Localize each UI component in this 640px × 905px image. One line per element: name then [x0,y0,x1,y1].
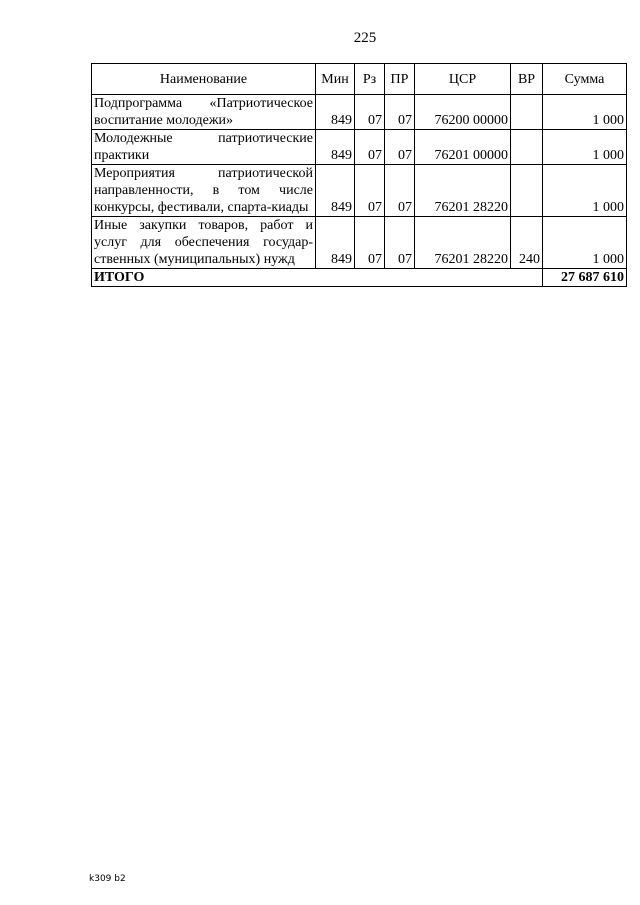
row-sum: 1 000 [543,217,627,269]
row-sum: 1 000 [543,95,627,130]
row-csr: 76201 00000 [415,130,511,165]
row-name: Иные закупки товаров, работ и услуг для обеспечения государ-ственных (муниципальных) нужд [92,217,316,269]
row-name: Мероприятия патриотической направленности, в том числе конкурсы, фестивали, спарта-киады [92,165,316,217]
row-min: 849 [316,217,355,269]
row-min: 849 [316,130,355,165]
row-rz: 07 [355,217,385,269]
header-name: Наименование [92,64,316,95]
row-csr: 76201 28220 [415,165,511,217]
table-header-row [92,64,627,95]
row-min: 849 [316,165,355,217]
budget-table [91,63,627,287]
row-vr [511,95,543,130]
row-vr [511,130,543,165]
row-rz: 07 [355,95,385,130]
row-rz: 07 [355,130,385,165]
row-sum: 1 000 [543,130,627,165]
row-csr: 76200 00000 [415,95,511,130]
row-min: 849 [316,95,355,130]
row-sum: 1 000 [543,165,627,217]
header-pr: ПР [385,64,415,95]
row-name: Молодежные патриотические практики [92,130,316,165]
row-name: Подпрограмма «Патриотическое воспитание молодежи» [92,95,316,130]
page-number: 225 [353,30,377,46]
table-row [92,130,627,165]
header-min: Мин [316,64,355,95]
row-pr: 07 [385,95,415,130]
row-pr: 07 [385,130,415,165]
row-pr: 07 [385,217,415,269]
row-csr: 76201 28220 [415,217,511,269]
footer-code: k309 b2 [89,874,126,884]
header-sum: Сумма [543,64,627,95]
total-sum: 27 687 610 [543,269,627,287]
header-vr: ВР [511,64,543,95]
total-label: ИТОГО [92,269,543,287]
row-pr: 07 [385,165,415,217]
table-row [92,95,627,130]
row-rz: 07 [355,165,385,217]
header-csr: ЦСР [415,64,511,95]
total-row [92,269,627,287]
header-rz: Рз [355,64,385,95]
row-vr: 240 [511,217,543,269]
row-vr [511,165,543,217]
table-row [92,217,627,269]
table-row [92,165,627,217]
